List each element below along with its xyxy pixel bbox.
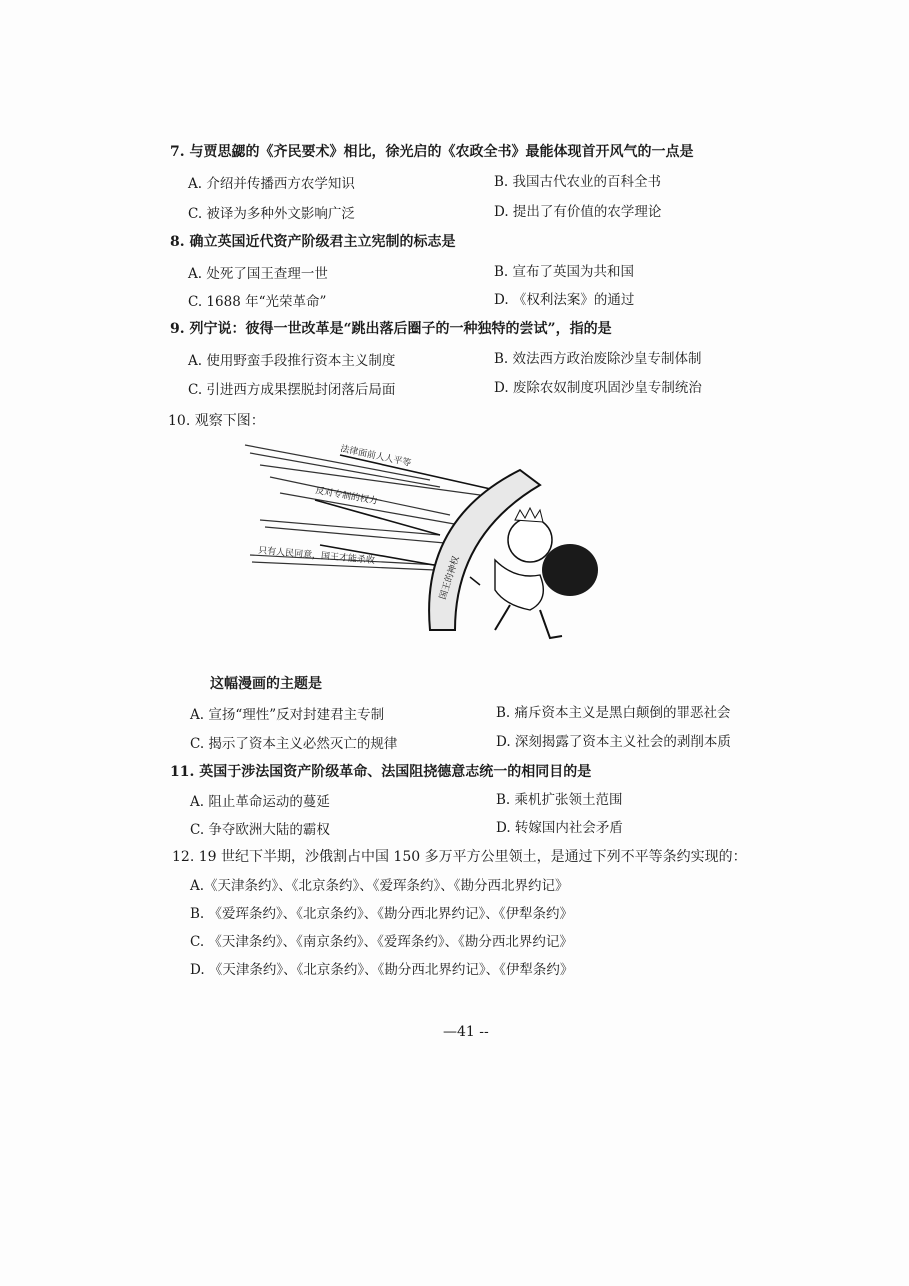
q7-option-b: B. 我国古代农业的百科全书 xyxy=(494,174,662,190)
q12-option-b: B. 《爱珲条约》、《北京条约》、《勘分西北界约记》、《伊犁条约》 xyxy=(190,906,574,922)
q7-option-a: A. 介绍并传播西方农学知识 xyxy=(188,176,355,192)
q10-option-d: D. 深刻揭露了资本主义社会的剥削本质 xyxy=(496,734,731,750)
cartoon-label-anti-despotism: 反对专制的权力 xyxy=(314,486,379,507)
cartoon-label-consent: 只有人民同意，国王才能杀收 xyxy=(257,546,376,567)
cartoon-label-divine-right: 国王的神权 xyxy=(438,555,462,601)
question-7-stem: 7. 与贾思勰的《齐民要术》相比，徐光启的《农政全书》最能体现首开风气的一点是 xyxy=(170,144,694,160)
q11-option-a: A. 阻止革命运动的蔓延 xyxy=(190,794,330,810)
q8-option-c: C. 1688 年“光荣革命” xyxy=(188,294,327,310)
q12-option-d: D. 《天津条约》、《北京条约》、《勘分西北界约记》、《伊犁条约》 xyxy=(190,962,574,978)
q12-option-a: A.《天津条约》、《北京条约》、《爱珲条约》、《勘分西北界约记》 xyxy=(190,878,569,894)
q12-option-c: C. 《天津条约》、《南京条约》、《爱珲条约》、《勘分西北界约记》 xyxy=(190,934,573,950)
q7-option-c: C. 被译为多种外文影响广泛 xyxy=(188,206,355,222)
page-number: —41 -- xyxy=(443,1024,489,1040)
cartoon-label-equality: 法律面前人人平等 xyxy=(339,444,412,469)
question-9-stem: 9. 列宁说：彼得一世改革是“跳出落后圈子的一种独特的尝试”，指的是 xyxy=(170,321,612,337)
q7-option-d: D. 提出了有价值的农学理论 xyxy=(494,204,662,220)
q8-option-d: D. 《权利法案》的通过 xyxy=(494,292,635,308)
question-11-stem: 11. 英国于涉法国资产阶级革命、法国阻挠德意志统一的相同目的是 xyxy=(170,764,592,780)
question-12-stem: 12. 19 世纪下半期，沙俄割占中国 150 多万平方公里领土，是通过下列不平等条约实现的： xyxy=(172,849,747,865)
question-8-stem: 8. 确立英国近代资产阶级君主立宪制的标志是 xyxy=(170,234,456,250)
q10-option-c: C. 揭示了资本主义必然灭亡的规律 xyxy=(190,736,398,752)
q10-option-b: B. 痛斥资本主义是黑白颠倒的罪恶社会 xyxy=(496,705,731,721)
question-10-caption: 这幅漫画的主题是 xyxy=(210,676,322,692)
q11-option-d: D. 转嫁国内社会矛盾 xyxy=(496,820,623,836)
question-10-stem: 10. 观察下图： xyxy=(168,413,265,429)
q10-option-a: A. 宣扬“理性”反对封建君主专制 xyxy=(190,707,385,723)
q11-option-b: B. 乘机扩张领土范围 xyxy=(496,792,623,808)
cartoon-illustration xyxy=(240,425,620,665)
q9-option-b: B. 效法西方政治废除沙皇专制体制 xyxy=(494,351,702,367)
q9-option-a: A. 使用野蛮手段推行资本主义制度 xyxy=(188,353,396,369)
q9-option-c: C. 引进西方成果摆脱封闭落后局面 xyxy=(188,382,396,398)
q8-option-a: A. 处死了国王查理一世 xyxy=(188,266,328,282)
q11-option-c: C. 争夺欧洲大陆的霸权 xyxy=(190,822,330,838)
q9-option-d: D. 废除农奴制度巩固沙皇专制统治 xyxy=(494,380,702,396)
q8-option-b: B. 宣布了英国为共和国 xyxy=(494,264,635,280)
